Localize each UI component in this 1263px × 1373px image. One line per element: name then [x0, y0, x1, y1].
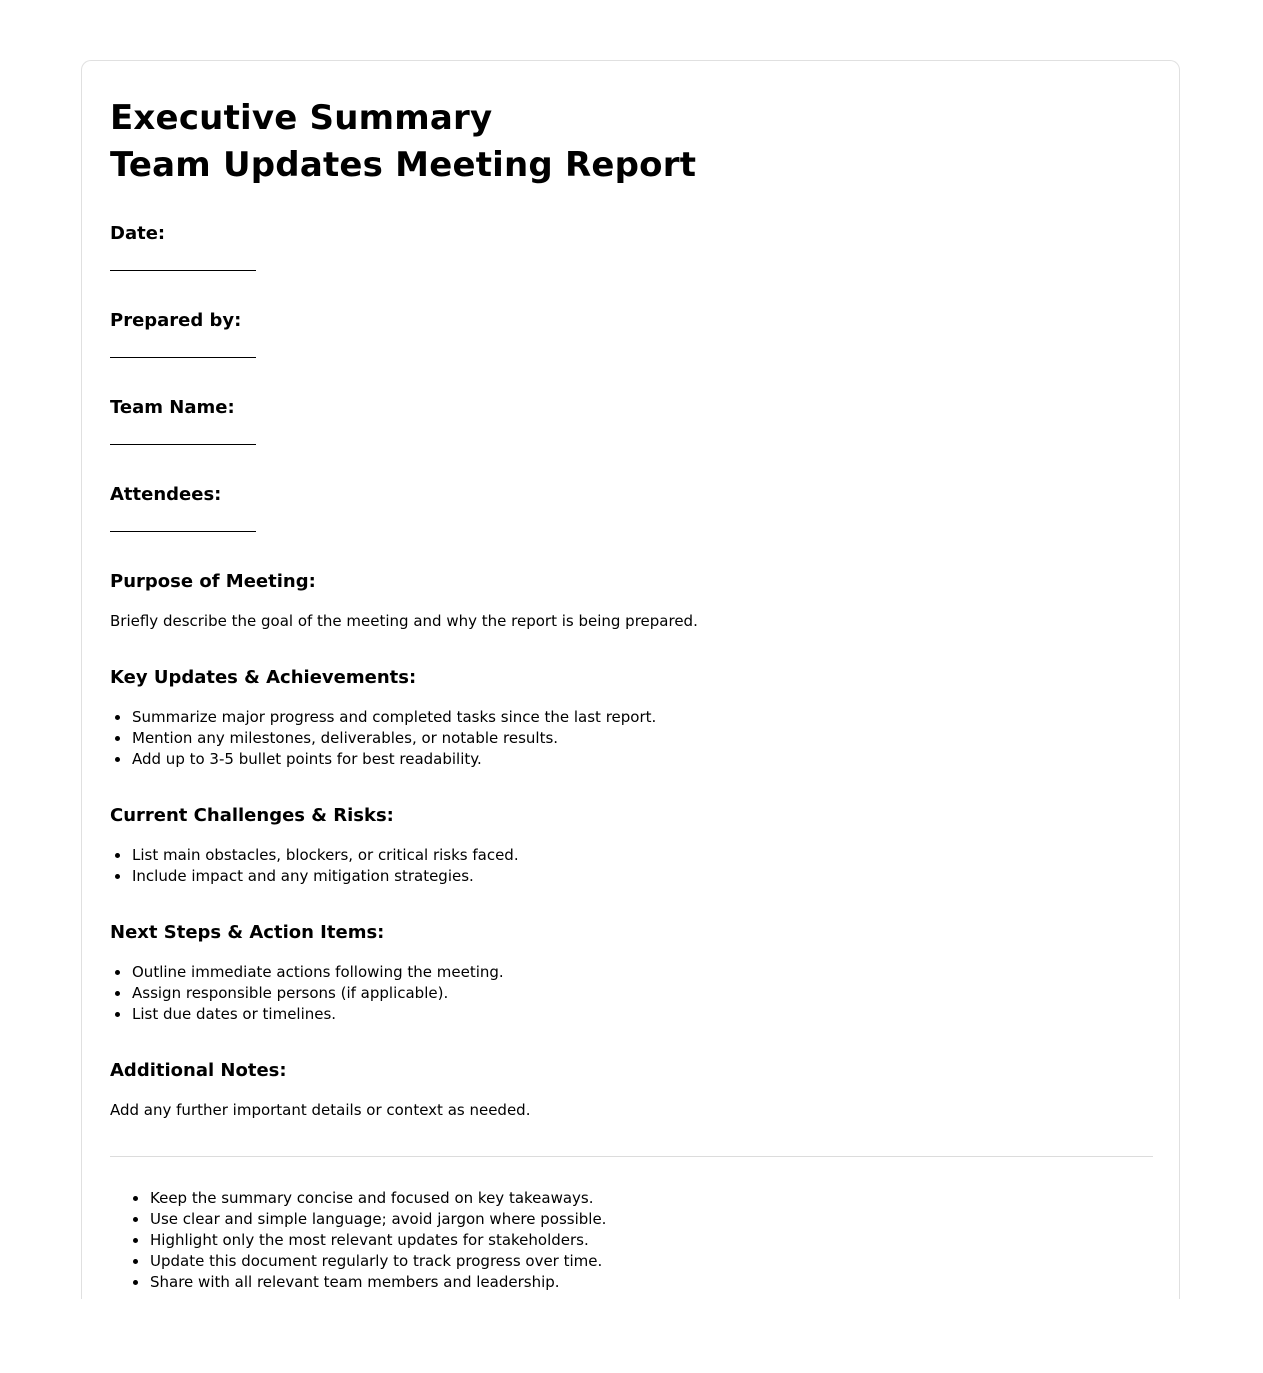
- bullet-dot: [115, 991, 120, 996]
- page-title: Executive Summary: [110, 98, 493, 138]
- bullet-dot: [115, 736, 120, 741]
- bullet-dot: [133, 1196, 138, 1201]
- key-update-item: Summarize major progress and completed tasks since the last report.: [132, 708, 657, 726]
- bullet-dot: [115, 715, 120, 720]
- bullet-dot: [133, 1238, 138, 1243]
- bullet-dot: [115, 970, 120, 975]
- attendees-label: Attendees:: [110, 484, 222, 505]
- bullet-dot: [115, 1012, 120, 1017]
- key-update-item: Add up to 3-5 bullet points for best readability.: [132, 750, 482, 768]
- bullet-dot: [133, 1280, 138, 1285]
- team-name-blank-line: [110, 444, 256, 445]
- page-subtitle: Team Updates Meeting Report: [110, 145, 697, 185]
- challenges-heading: Current Challenges & Risks:: [110, 805, 394, 826]
- bullet-dot: [133, 1217, 138, 1222]
- next-step-item: Assign responsible persons (if applicable).: [132, 984, 449, 1002]
- team-name-label: Team Name:: [110, 397, 235, 418]
- tip-item: Use clear and simple language; avoid jargon where possible.: [150, 1210, 607, 1228]
- tip-item: Share with all relevant team members and leadership.: [150, 1273, 560, 1291]
- next-step-item: List due dates or timelines.: [132, 1005, 337, 1023]
- section-divider: [110, 1156, 1153, 1157]
- bullet-dot: [115, 757, 120, 762]
- tip-item: Keep the summary concise and focused on key takeaways.: [150, 1189, 594, 1207]
- next-step-item: Outline immediate actions following the meeting.: [132, 963, 504, 981]
- date-blank-line: [110, 270, 256, 271]
- attendees-blank-line: [110, 531, 256, 532]
- next-steps-heading: Next Steps & Action Items:: [110, 922, 385, 943]
- bullet-dot: [115, 874, 120, 879]
- key-updates-heading: Key Updates & Achievements:: [110, 667, 417, 688]
- tip-item: Update this document regularly to track progress over time.: [150, 1252, 603, 1270]
- date-label: Date:: [110, 223, 166, 244]
- notes-heading: Additional Notes:: [110, 1060, 287, 1081]
- challenge-item: List main obstacles, blockers, or critical risks faced.: [132, 846, 519, 864]
- bullet-dot: [133, 1259, 138, 1264]
- challenge-item: Include impact and any mitigation strategies.: [132, 867, 474, 885]
- purpose-text: Briefly describe the goal of the meeting and why the report is being prepared.: [110, 612, 698, 630]
- bullet-dot: [115, 853, 120, 858]
- notes-text: Add any further important details or context as needed.: [110, 1101, 531, 1119]
- purpose-heading: Purpose of Meeting:: [110, 571, 316, 592]
- tip-item: Highlight only the most relevant updates for stakeholders.: [150, 1231, 589, 1249]
- prepared-by-blank-line: [110, 357, 256, 358]
- key-update-item: Mention any milestones, deliverables, or notable results.: [132, 729, 559, 747]
- prepared-by-label: Prepared by:: [110, 310, 242, 331]
